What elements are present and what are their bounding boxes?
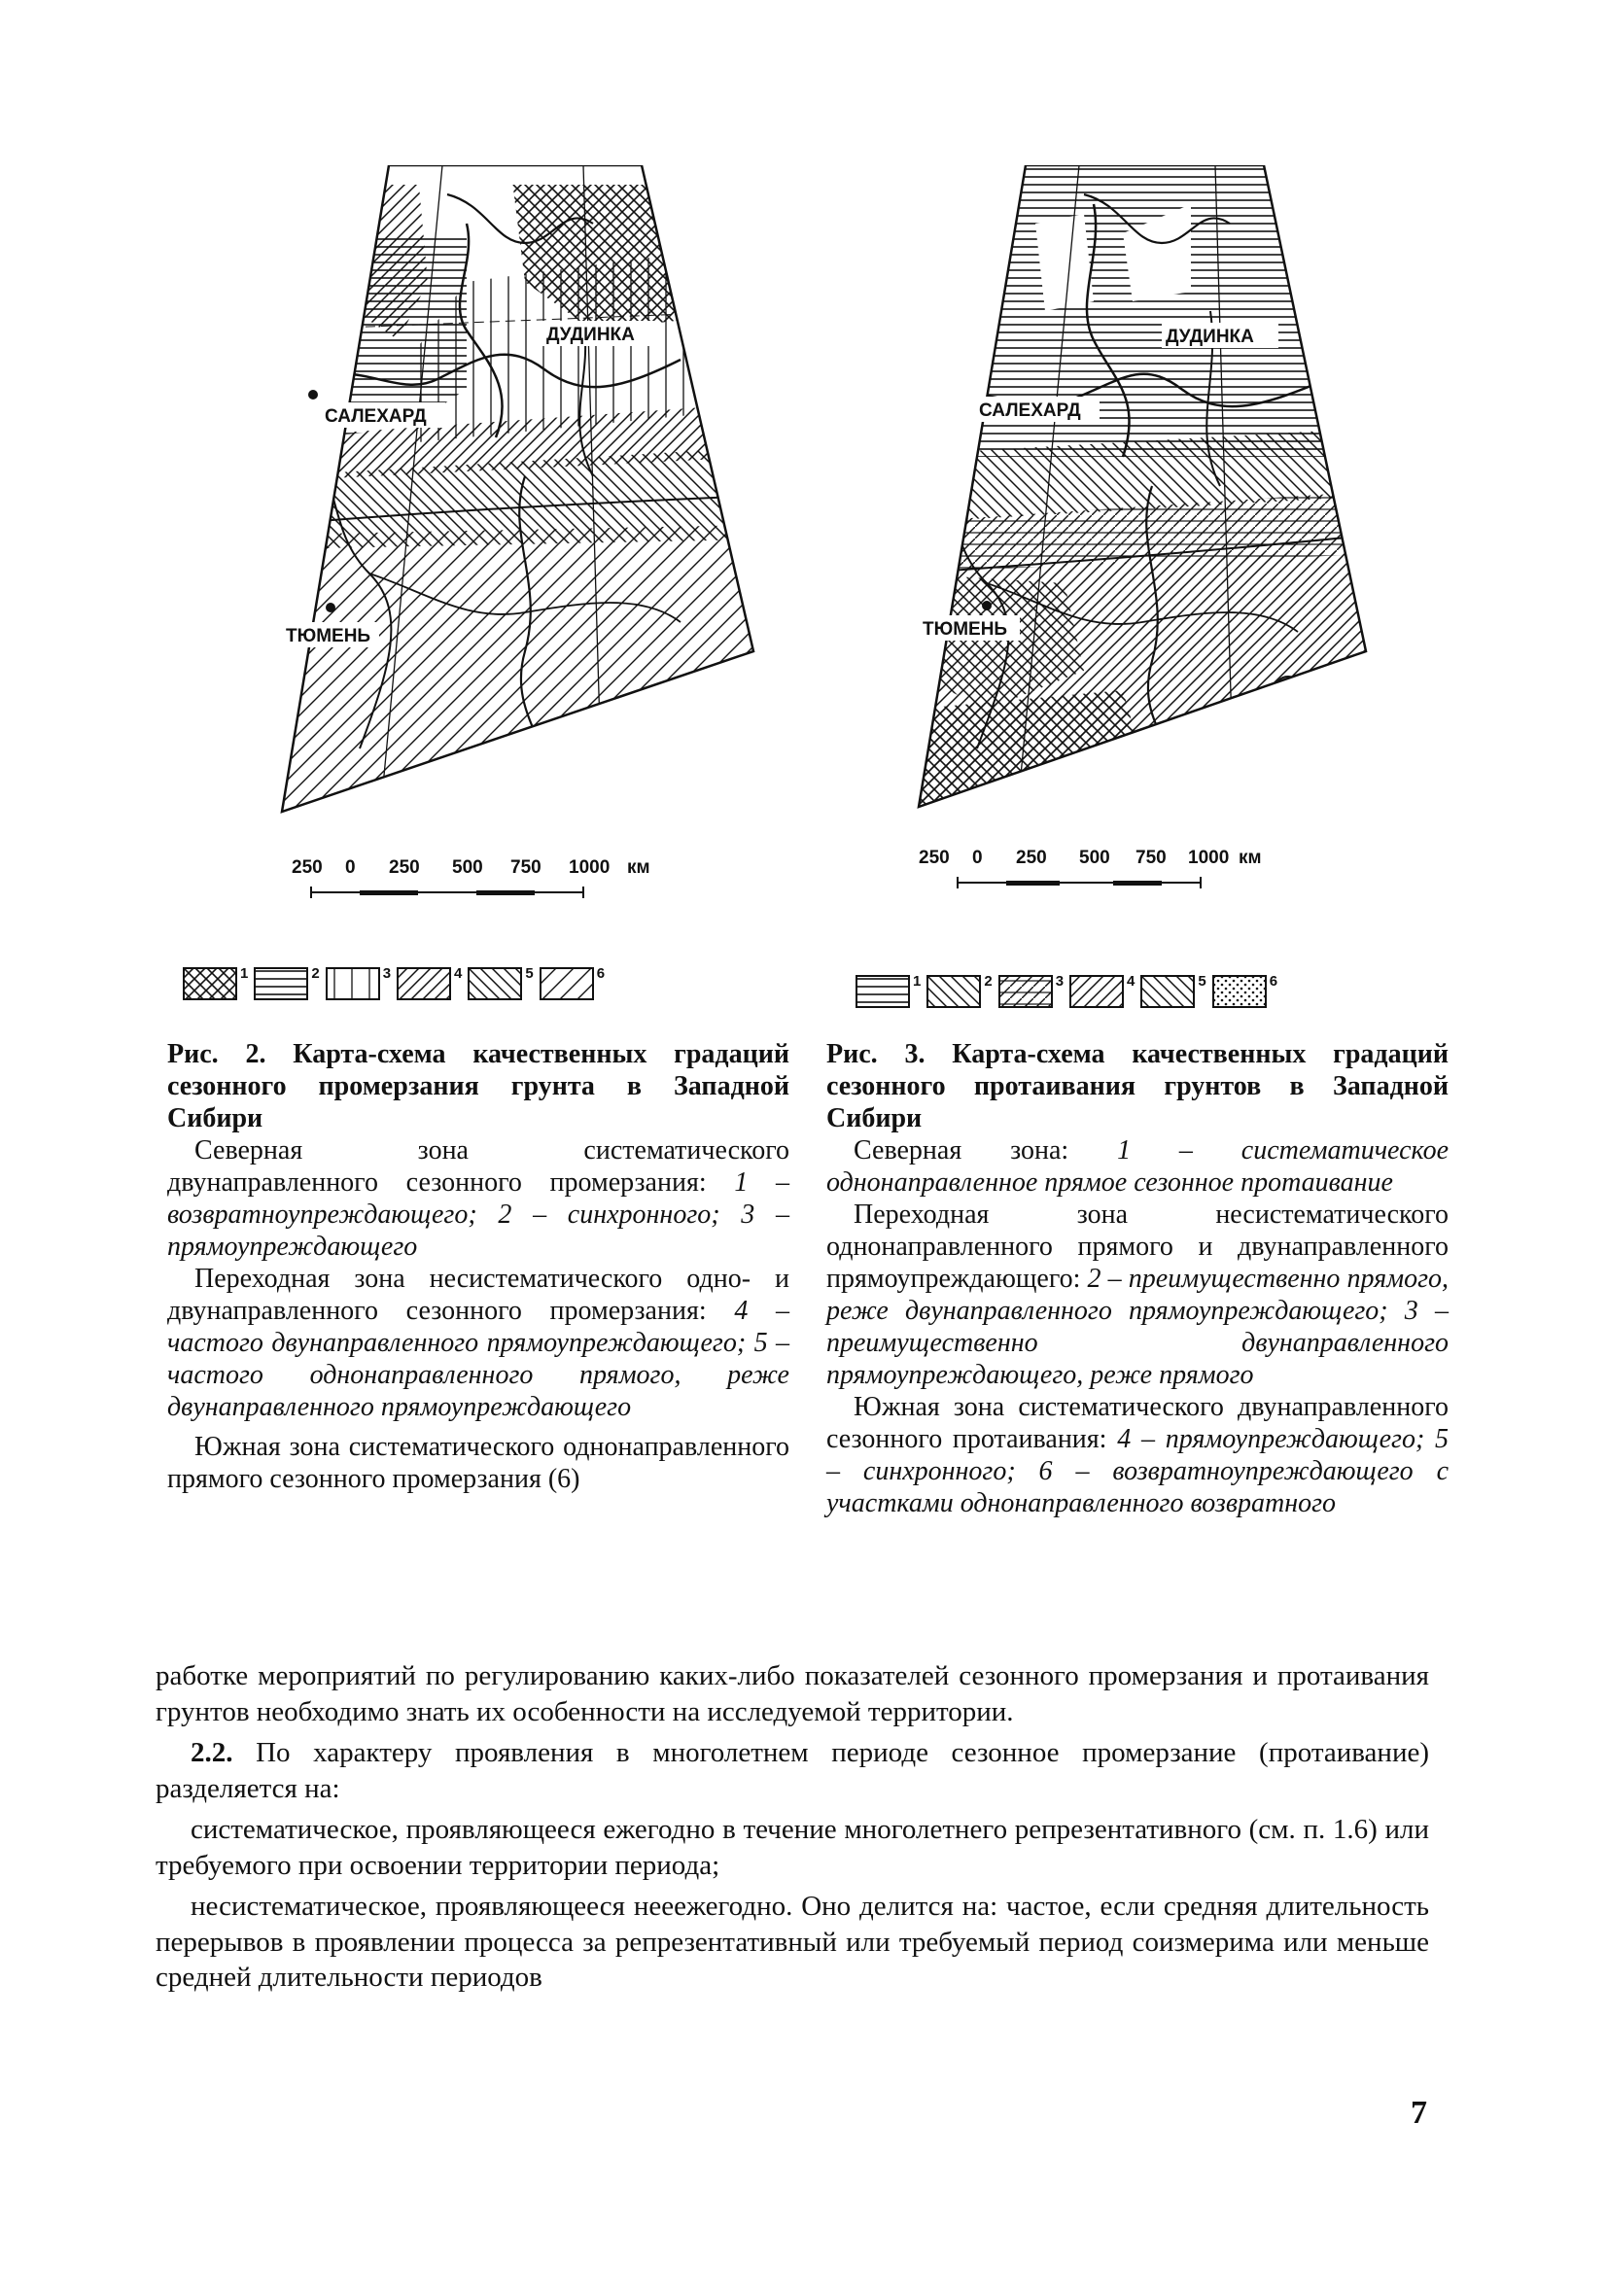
- fig2-scale-unit: км: [627, 857, 650, 878]
- fig2-caption-para1: Северная зона систематического двунаправленного сезонного промерзания: 1 – возвратноупреждающего; 2 – синхронного; 3 – прямоупреждающего: [167, 1135, 790, 1262]
- fig2-scale: [292, 857, 650, 900]
- body-paragraph-3: систематическое, проявляющееся ежегодно в течение многолетнего репрезентативного (см. п. 1.6) или требуемого при освоении территории периода;: [156, 1814, 1429, 1881]
- fig3-legend-item: 1: [856, 975, 921, 1008]
- fig3-city-dudinka: ДУДИНКА: [1166, 327, 1254, 347]
- fig3-scale: [919, 848, 1262, 890]
- fig3-legend-item: 6: [1212, 975, 1277, 1008]
- fig3-caption: [826, 1038, 1449, 1519]
- fig3-zone-1: [870, 165, 1376, 457]
- fig3-legend: [856, 975, 1283, 1008]
- fig3-legend-item: 4: [1069, 975, 1135, 1008]
- fig2-legend-item: 4: [397, 967, 462, 1000]
- fig3-caption-title: Рис. 3. Карта-схема качественных градаций сезонного протаивания грунтов в Западной Сибири: [826, 1039, 1449, 1133]
- fig3-zone-6: [909, 690, 1162, 826]
- fig2-scale-tick: 0: [345, 857, 356, 878]
- fig3-scale-tick: 250: [919, 848, 950, 868]
- body-text: [156, 1658, 1429, 2001]
- fig2-scale-tick: 250: [292, 857, 323, 878]
- fig2-scale-tick: 500: [452, 857, 483, 878]
- fig3-legend-item: 2: [926, 975, 992, 1008]
- fig3-scale-tick: 250: [1016, 848, 1047, 868]
- fig2-scale-tick: 250: [389, 857, 420, 878]
- fig2-city-tyumen: ТЮМЕНЬ: [286, 626, 371, 646]
- fig3-caption-para1: Северная зона: 1 – систематическое однонаправленное прямое сезонное протаивание: [826, 1135, 1450, 1198]
- fig2-legend-item: 3: [326, 967, 391, 1000]
- body-paragraph-1: работке мероприятий по регулированию каких-либо показателей сезонного промерзания и протаивания грунтов необходимо знать их особенности на исследуемой территории.: [156, 1660, 1429, 1727]
- fig3-scale-unit: км: [1239, 848, 1262, 868]
- body-paragraph-2: 2.2. По характеру проявления в многолетнем периоде сезонное промерзание (протаивание) разделяется на:: [156, 1737, 1429, 1804]
- fig2-legend-item: 2: [254, 967, 319, 1000]
- figure-2-map: [272, 165, 758, 826]
- fig3-city-tyumen: ТЮМЕНЬ: [923, 619, 1008, 640]
- fig3-scale-bar: [919, 875, 1220, 890]
- fig2-scale-tick: 750: [510, 857, 541, 878]
- fig2-caption-para3: Южная зона систематического однонаправленного прямого сезонного промерзания (6): [167, 1432, 789, 1494]
- fig2-scale-tick: 1000: [569, 857, 611, 878]
- page-number: 7: [1411, 2095, 1427, 2131]
- fig2-scale-bar: [292, 885, 593, 900]
- body-paragraph-4: несистематическое, проявляющееся нееежегодно. Оно делится на: частое, если средняя длительность перерывов в проявлении процесса за репрезентативный или требуемый период соизмерима или меньше средней длительности периодов: [156, 1891, 1429, 1993]
- fig2-city-dudinka: ДУДИНКА: [546, 325, 635, 345]
- fig2-caption: [167, 1038, 789, 1495]
- fig2-caption-para2: Переходная зона несистематического одно- и двунаправленного сезонного промерзания: 4 – частого двунаправленного прямоупреждающего; 5 – частого однонаправленного прямого, реже двунаправленного прямоупреждающего: [167, 1264, 790, 1422]
- fig3-caption-para2: Переходная зона несистематического однонаправленного прямого и двунаправленного прямоупреждающего: 2 – преимущественно прямого, реже двунаправленного прямоупреждающего; 3 – преимущественно двунаправленного прямоупреждающего, реже прямого: [826, 1200, 1449, 1390]
- fig2-legend-item: 5: [468, 967, 533, 1000]
- fig2-city-salekhard: САЛЕХАРД: [325, 406, 427, 427]
- fig3-legend-item: 3: [998, 975, 1064, 1008]
- fig3-city-salekhard: САЛЕХАРД: [979, 400, 1081, 421]
- fig2-legend-item: 1: [183, 967, 248, 1000]
- fig2-legend: [183, 967, 611, 1000]
- fig3-scale-tick: 500: [1079, 848, 1110, 868]
- fig3-caption-para3: Южная зона систематического двунаправленного сезонного протаивания: 4 – прямоупреждающего; 5 – синхронного; 6 – возвратноупреждающего с участками однонаправленного возвратного: [826, 1392, 1450, 1518]
- figure-3-map: [870, 165, 1376, 826]
- fig2-caption-title: Рис. 2. Карта-схема качественных градаций сезонного промерзания грунта в Западной Сибири: [167, 1039, 789, 1133]
- fig3-scale-tick: 0: [972, 848, 983, 868]
- fig3-scale-tick: 750: [1135, 848, 1167, 868]
- fig3-scale-tick: 1000: [1188, 848, 1230, 868]
- fig3-legend-item: 5: [1140, 975, 1205, 1008]
- fig2-legend-item: 6: [540, 967, 605, 1000]
